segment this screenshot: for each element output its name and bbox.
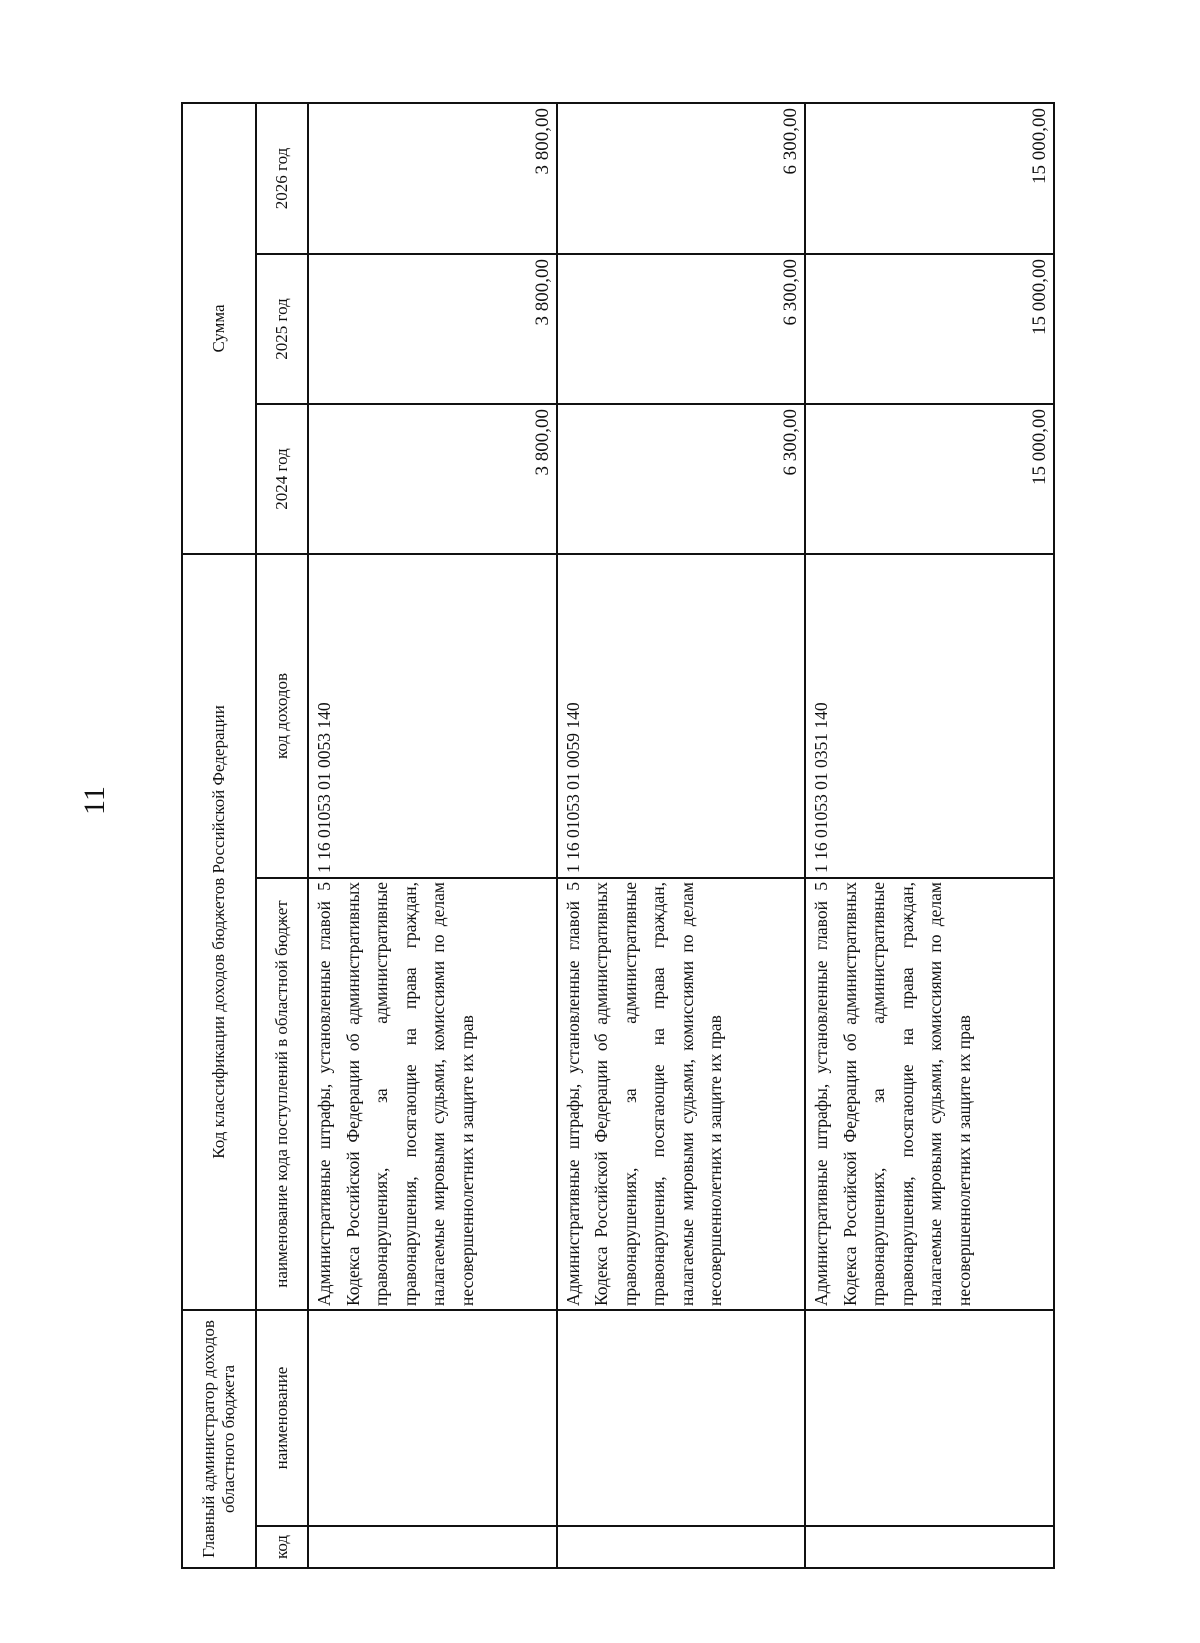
header-year-2026: 2026 год — [256, 103, 308, 254]
cell-admin-code — [805, 1526, 1054, 1568]
cell-sum-2025: 15 000,00 — [805, 254, 1054, 404]
cell-sum-2026: 6 300,00 — [557, 103, 806, 254]
cell-sum-2024: 15 000,00 — [805, 404, 1054, 554]
cell-sum-2026: 3 800,00 — [308, 103, 557, 254]
table-row — [308, 103, 557, 1568]
cell-admin-name — [805, 1310, 1054, 1526]
cell-income-code: 1 16 01053 01 0351 140 — [805, 554, 1054, 878]
header-admin-code: код — [256, 1526, 308, 1568]
header-admin-name: наименование — [256, 1310, 308, 1526]
header-sum-group: Сумма — [182, 103, 256, 554]
header-classification-group: Код классификации доходов бюджетов Российской Федерации — [182, 554, 256, 1310]
income-table — [181, 102, 1055, 1569]
cell-admin-code — [557, 1526, 806, 1568]
header-admin-group: Главный администратор доходов областного бюджета — [182, 1310, 256, 1568]
cell-sum-2024: 3 800,00 — [308, 404, 557, 554]
header-year-2024: 2024 год — [256, 404, 308, 554]
table-row — [805, 103, 1054, 1568]
rotated-table-container — [181, 104, 1055, 1569]
header-income-code: код доходов — [256, 554, 308, 878]
cell-sum-2025: 6 300,00 — [557, 254, 806, 404]
cell-admin-code — [308, 1526, 557, 1568]
cell-admin-name — [308, 1310, 557, 1526]
cell-income-code: 1 16 01053 01 0053 140 — [308, 554, 557, 878]
cell-income-name: Административные штрафы, установленные главой 5 Кодекса Российской Федерации об административных правонарушениях, за административные правонарушения, посягающие на права граждан, налагаемые мировыми судьями, комиссиями по делам несовершеннолетних и защите их прав — [557, 878, 806, 1310]
header-income-name: наименование кода поступлений в областной бюджет — [256, 878, 308, 1310]
cell-income-name: Административные штрафы, установленные главой 5 Кодекса Российской Федерации об административных правонарушениях, за административные правонарушения, посягающие на права граждан, налагаемые мировыми судьями, комиссиями по делам несовершеннолетних и защите их прав — [805, 878, 1054, 1310]
cell-income-name: Административные штрафы, установленные главой 5 Кодекса Российской Федерации об административных правонарушениях, за административные правонарушения, посягающие на права граждан, налагаемые мировыми судьями, комиссиями по делам несовершеннолетних и защите их прав — [308, 878, 557, 1310]
cell-admin-name — [557, 1310, 806, 1526]
page-number: 11 — [78, 786, 111, 815]
cell-sum-2024: 6 300,00 — [557, 404, 806, 554]
cell-sum-2025: 3 800,00 — [308, 254, 557, 404]
table-row — [557, 103, 806, 1568]
cell-income-code: 1 16 01053 01 0059 140 — [557, 554, 806, 878]
header-year-2025: 2025 год — [256, 254, 308, 404]
cell-sum-2026: 15 000,00 — [805, 103, 1054, 254]
